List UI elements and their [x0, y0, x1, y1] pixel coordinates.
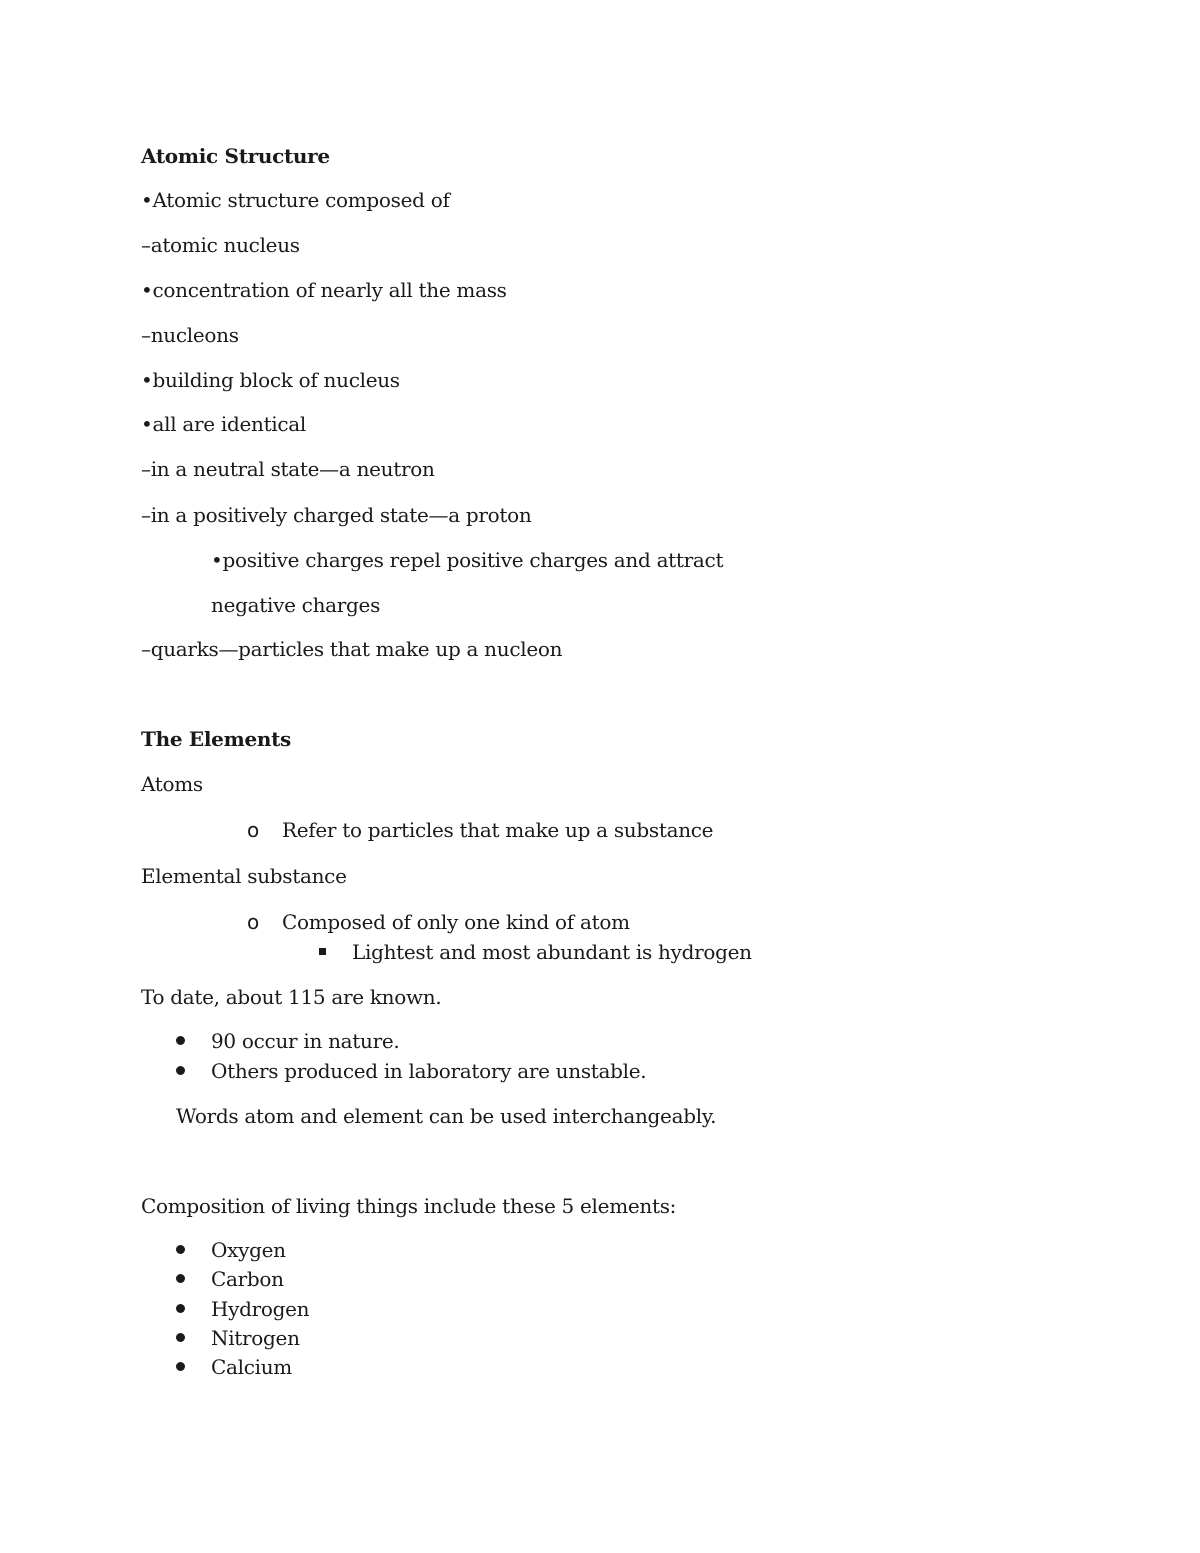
text-line: –in a neutral state—a neutron [141, 457, 435, 481]
text-line: •building block of nucleus [141, 368, 400, 392]
circle-bullet-icon: o [247, 818, 260, 842]
text-line: –quarks—particles that make up a nucleon [141, 637, 563, 661]
square-bullet-icon [319, 948, 326, 955]
elemental-substance-label: Elemental substance [141, 864, 347, 888]
bullet-dot-icon [176, 1333, 185, 1342]
list-item: Composed of only one kind of atom [282, 910, 630, 934]
text-line: negative charges [211, 593, 381, 617]
list-item: Hydrogen [211, 1297, 310, 1321]
list-subitem: Lightest and most abundant is hydrogen [352, 940, 752, 964]
bullet-dot-icon [176, 1274, 185, 1283]
list-item: Nitrogen [211, 1326, 300, 1350]
text-line: –in a positively charged state—a proton [141, 503, 532, 527]
bullet-dot-icon [176, 1036, 185, 1045]
list-item: 90 occur in nature. [211, 1029, 400, 1053]
atoms-label: Atoms [141, 772, 203, 796]
list-item: Calcium [211, 1355, 292, 1379]
section-heading-the-elements: The Elements [141, 727, 292, 751]
list-item: Refer to particles that make up a substance [282, 818, 714, 842]
section-heading-atomic-structure: Atomic Structure [141, 144, 330, 168]
list-item: Oxygen [211, 1238, 286, 1262]
circle-bullet-icon: o [247, 910, 260, 934]
text-line: Composition of living things include these 5 elements: [141, 1194, 677, 1218]
text-line: Words atom and element can be used interchangeably. [176, 1104, 717, 1128]
list-item: Carbon [211, 1267, 284, 1291]
bullet-dot-icon [176, 1066, 185, 1075]
text-line: –atomic nucleus [141, 233, 300, 257]
text-line: •Atomic structure composed of [141, 188, 450, 212]
text-line: •concentration of nearly all the mass [141, 278, 507, 302]
text-line: •all are identical [141, 412, 307, 436]
list-item: Others produced in laboratory are unstable. [211, 1059, 647, 1083]
text-line: –nucleons [141, 323, 239, 347]
bullet-dot-icon [176, 1304, 185, 1313]
text-line: To date, about 115 are known. [141, 985, 442, 1009]
text-line: •positive charges repel positive charges and attract [211, 548, 724, 572]
bullet-dot-icon [176, 1362, 185, 1371]
bullet-dot-icon [176, 1245, 185, 1254]
